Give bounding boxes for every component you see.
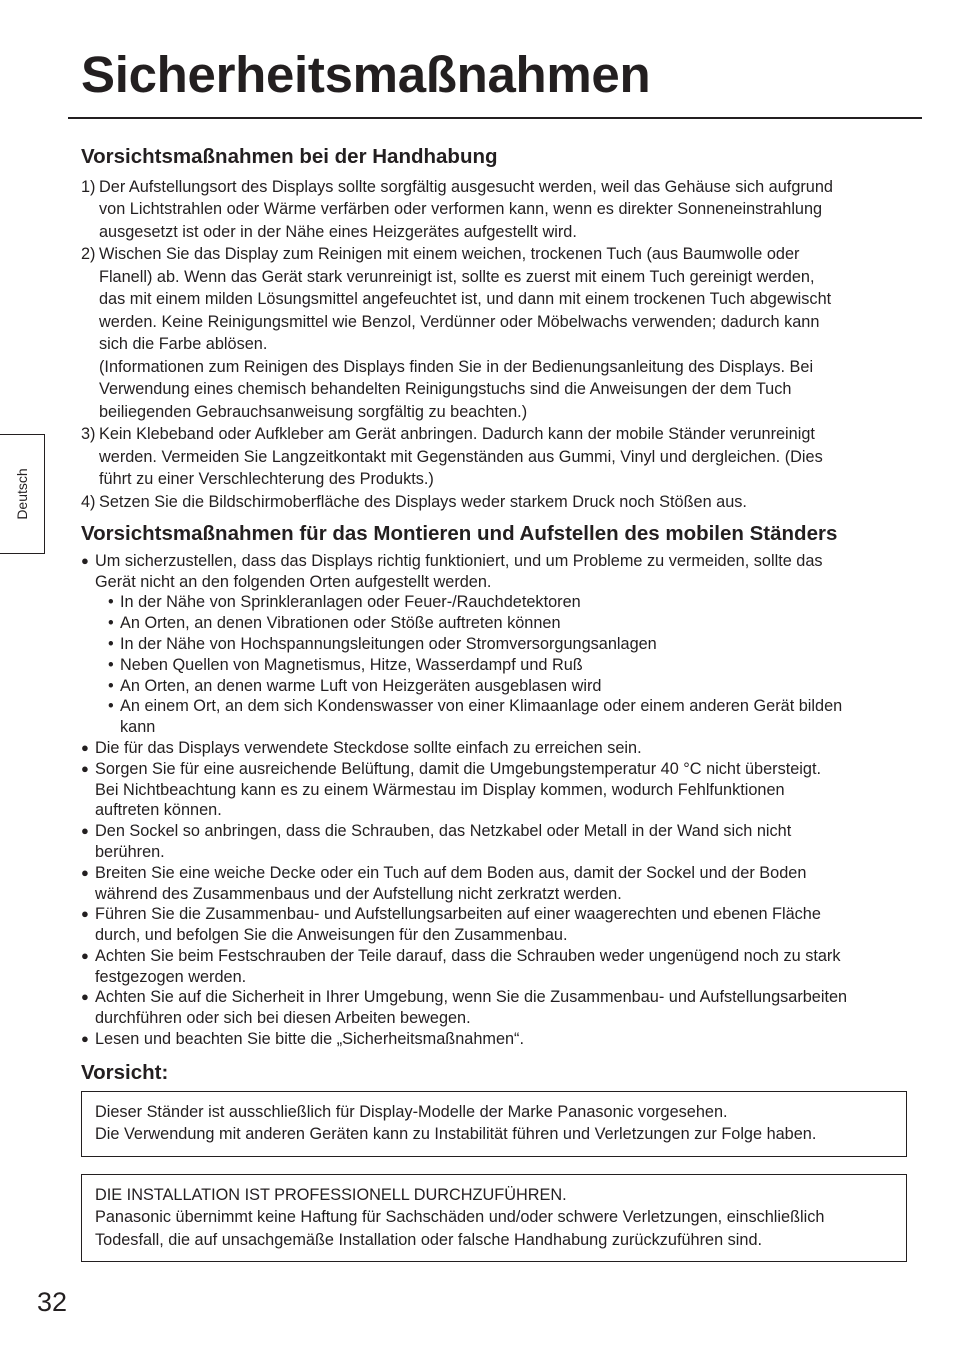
location-sublist	[95, 592, 911, 738]
text-line: durch, und befolgen Sie die Anweisungen für den Zusammenbau.	[95, 926, 568, 945]
text-line: Der Aufstellungsort des Displays sollte sorgfältig ausgesucht werden, weil das Gehäuse sich aufgrund	[99, 177, 833, 196]
text-line: Neben Quellen von Magnetismus, Hitze, Wasserdampf und Ruß	[120, 655, 583, 674]
text-line: Wischen Sie das Display zum Reinigen mit einem weichen, trockenen Tuch (aus Baumwolle oder	[99, 245, 800, 264]
bullet-icon: ●	[81, 906, 89, 922]
text-line: von Lichtstrahlen oder Wärme verfärben oder verformen kann, wenn es direkter Sonneneinstrahlung	[99, 200, 823, 219]
text-line: Bei Nichtbeachtung kann es zu einem Wärmestau im Display kommen, wodurch Fehlfunktionen	[95, 780, 785, 799]
handling-item	[81, 243, 911, 423]
item-text	[99, 243, 911, 423]
text-line: Kein Klebeband oder Aufkleber am Gerät anbringen. Dadurch kann der mobile Ständer verunreinigt	[99, 425, 815, 444]
sub-bullet-icon: •	[108, 655, 114, 674]
bullet-icon: ●	[81, 823, 89, 839]
item-number: 4)	[81, 492, 96, 511]
text-line: werden. Vermeiden Sie Langzeitkontakt mit Gegenständen aus Gummi, Vinyl und dergleichen. (Dies	[99, 447, 823, 466]
bullet-item	[81, 759, 911, 821]
text-line: Sorgen Sie für eine ausreichende Belüftung, damit die Umgebungstemperatur 40 °C nicht übersteigt.	[95, 759, 822, 778]
text-line: werden. Keine Reinigungsmittel wie Benzol, Verdünner oder Möbelwachs verwenden; dadurch kann	[99, 312, 820, 331]
text-line: Achten Sie beim Festschrauben der Teile darauf, dass die Schrauben weder ungenügend noch zu stark	[95, 946, 841, 965]
bullet-icon: ●	[81, 739, 89, 755]
caution-heading: Vorsicht:	[81, 1060, 169, 1084]
handling-item	[81, 423, 911, 491]
page-number: 32	[37, 1287, 68, 1317]
sub-bullet-icon: •	[108, 676, 114, 695]
bullet-item	[81, 987, 911, 1029]
text-line: Um sicherzustellen, dass das Displays richtig funktioniert, und um Probleme zu vermeiden, sollte das	[95, 551, 823, 570]
text-line: Panasonic übernimmt keine Haftung für Sachschäden und/oder schwere Verletzungen, einschließlich	[95, 1208, 825, 1226]
text-line: das mit einem milden Lösungsmittel angefeuchtet ist, und dann mit einem trockenen Tuch abgewischt	[99, 290, 832, 309]
bullet-item	[81, 738, 911, 759]
bullet-item	[81, 1029, 911, 1050]
text-line: Gerät nicht an den folgenden Orten aufgestellt werden.	[95, 572, 492, 591]
bullet-icon: ●	[81, 947, 89, 963]
sub-item	[108, 676, 911, 697]
text-line: Den Sockel so anbringen, dass die Schrauben, das Netzkabel oder Metall in der Wand sich nicht	[95, 822, 792, 841]
sub-item	[108, 634, 911, 655]
bullet-item	[81, 821, 911, 863]
text-line: kann	[120, 718, 156, 737]
language-side-tab	[0, 434, 45, 554]
item-text	[99, 423, 911, 491]
installation-warning-box	[81, 1174, 907, 1263]
text-line: In der Nähe von Sprinkleranlagen oder Feuer-/Rauchdetektoren	[120, 593, 581, 612]
sub-item	[108, 655, 911, 676]
text-line: beiliegenden Gebrauchsanweisung sorgfältig zu beachten.)	[99, 402, 528, 421]
title-divider	[68, 117, 922, 119]
bullet-item	[81, 551, 911, 738]
mounting-list	[81, 551, 911, 1050]
text-line: An einem Ort, an dem sich Kondenswasser von einer Klimaanlage oder einem anderen Gerät bilden	[120, 697, 843, 716]
language-label: Deutsch	[14, 468, 30, 520]
text-line: berühren.	[95, 842, 165, 861]
text-line: ausgesetzt ist oder in der Nähe eines Heizgerätes aufgestellt wird.	[99, 222, 577, 241]
text-line: sich die Farbe ablösen.	[99, 335, 268, 354]
item-text	[99, 176, 911, 244]
text-line: Die Verwendung mit anderen Geräten kann zu Instabilität führen und Verletzungen zur Folge haben.	[95, 1125, 817, 1143]
section-heading-handling: Vorsichtsmaßnahmen bei der Handhabung	[81, 145, 498, 168]
text-line: DIE INSTALLATION IST PROFESSIONELL DURCHZUFÜHREN.	[95, 1185, 567, 1204]
sub-bullet-icon: •	[108, 593, 114, 612]
content	[81, 144, 911, 1262]
text-line: Führen Sie die Zusammenbau- und Aufstellungsarbeiten auf einer waagerechten und ebenen Fläche	[95, 905, 821, 924]
bullet-item	[81, 946, 911, 988]
handling-item	[81, 491, 911, 514]
handling-item	[81, 176, 911, 244]
text-line: Lesen und beachten Sie bitte die „Sicherheitsmaßnahmen“.	[95, 1030, 524, 1049]
page-title: Sicherheitsmaßnahmen	[81, 46, 651, 103]
text-line: Flanell) ab. Wenn das Gerät stark verunreinigt ist, sollte es zuerst mit einem Tuch gereinigt werden,	[99, 267, 815, 286]
text-line: An Orten, an denen warme Luft von Heizgeräten ausgeblasen wird	[120, 676, 602, 695]
text-line: Verwendung eines chemisch behandelten Reinigungstuchs sind die Anweisungen der dem Tuch	[99, 380, 792, 399]
text-line: Die für das Displays verwendete Steckdose sollte einfach zu erreichen sein.	[95, 738, 642, 757]
item-number: 2)	[81, 245, 96, 264]
sub-item	[108, 592, 911, 613]
text-line: durchführen oder sich bei diesen Arbeiten bewegen.	[95, 1009, 471, 1028]
section-heading-mounting: Vorsichtsmaßnahmen für das Montieren und Aufstellen des mobilen Ständers	[81, 522, 838, 546]
bullet-icon: ●	[81, 760, 89, 776]
handling-list	[81, 176, 911, 514]
bullet-icon: ●	[81, 864, 89, 880]
item-number: 3)	[81, 425, 96, 444]
caution-box	[81, 1091, 907, 1157]
item-text	[99, 491, 911, 514]
text-line: auftreten können.	[95, 801, 222, 820]
bullet-icon: ●	[81, 552, 89, 568]
text-line: Breiten Sie eine weiche Decke oder ein Tuch auf dem Boden aus, damit der Sockel und der Boden	[95, 863, 807, 882]
text-line: während des Zusammenbaus und der Aufstellung nicht zerkratzt werden.	[95, 884, 622, 903]
sub-bullet-icon: •	[108, 614, 114, 633]
bullet-icon: ●	[81, 1031, 89, 1047]
sub-item	[108, 696, 911, 738]
bullet-item	[81, 863, 911, 905]
text-line: festgezogen werden.	[95, 967, 247, 986]
text-line: führt zu einer Verschlechterung des Produkts.)	[99, 470, 434, 489]
item-number: 1)	[81, 177, 96, 196]
sub-item	[108, 613, 911, 634]
text-line: In der Nähe von Hochspannungsleitungen oder Stromversorgungsanlagen	[120, 634, 657, 653]
text-line: (Informationen zum Reinigen des Displays finden Sie in der Bedienungsanleitung des Displays. Bei	[99, 357, 814, 376]
text-line: Achten Sie auf die Sicherheit in Ihrer Umgebung, wenn Sie die Zusammenbau- und Aufstellungsarbeiten	[95, 988, 848, 1007]
text-line: An Orten, an denen Vibrationen oder Stöße auftreten können	[120, 614, 561, 633]
text-line: Todesfall, die auf unsachgemäße Installation oder falsche Handhabung zurückzuführen sind.	[95, 1230, 763, 1249]
sub-bullet-icon: •	[108, 634, 114, 653]
text-line: Dieser Ständer ist ausschließlich für Display-Modelle der Marke Panasonic vorgesehen.	[95, 1102, 728, 1121]
sub-bullet-icon: •	[108, 697, 114, 716]
bullet-icon: ●	[81, 989, 89, 1005]
bullet-item	[81, 904, 911, 946]
text-line: Setzen Sie die Bildschirmoberfläche des Displays weder starkem Druck noch Stößen aus.	[99, 492, 747, 511]
